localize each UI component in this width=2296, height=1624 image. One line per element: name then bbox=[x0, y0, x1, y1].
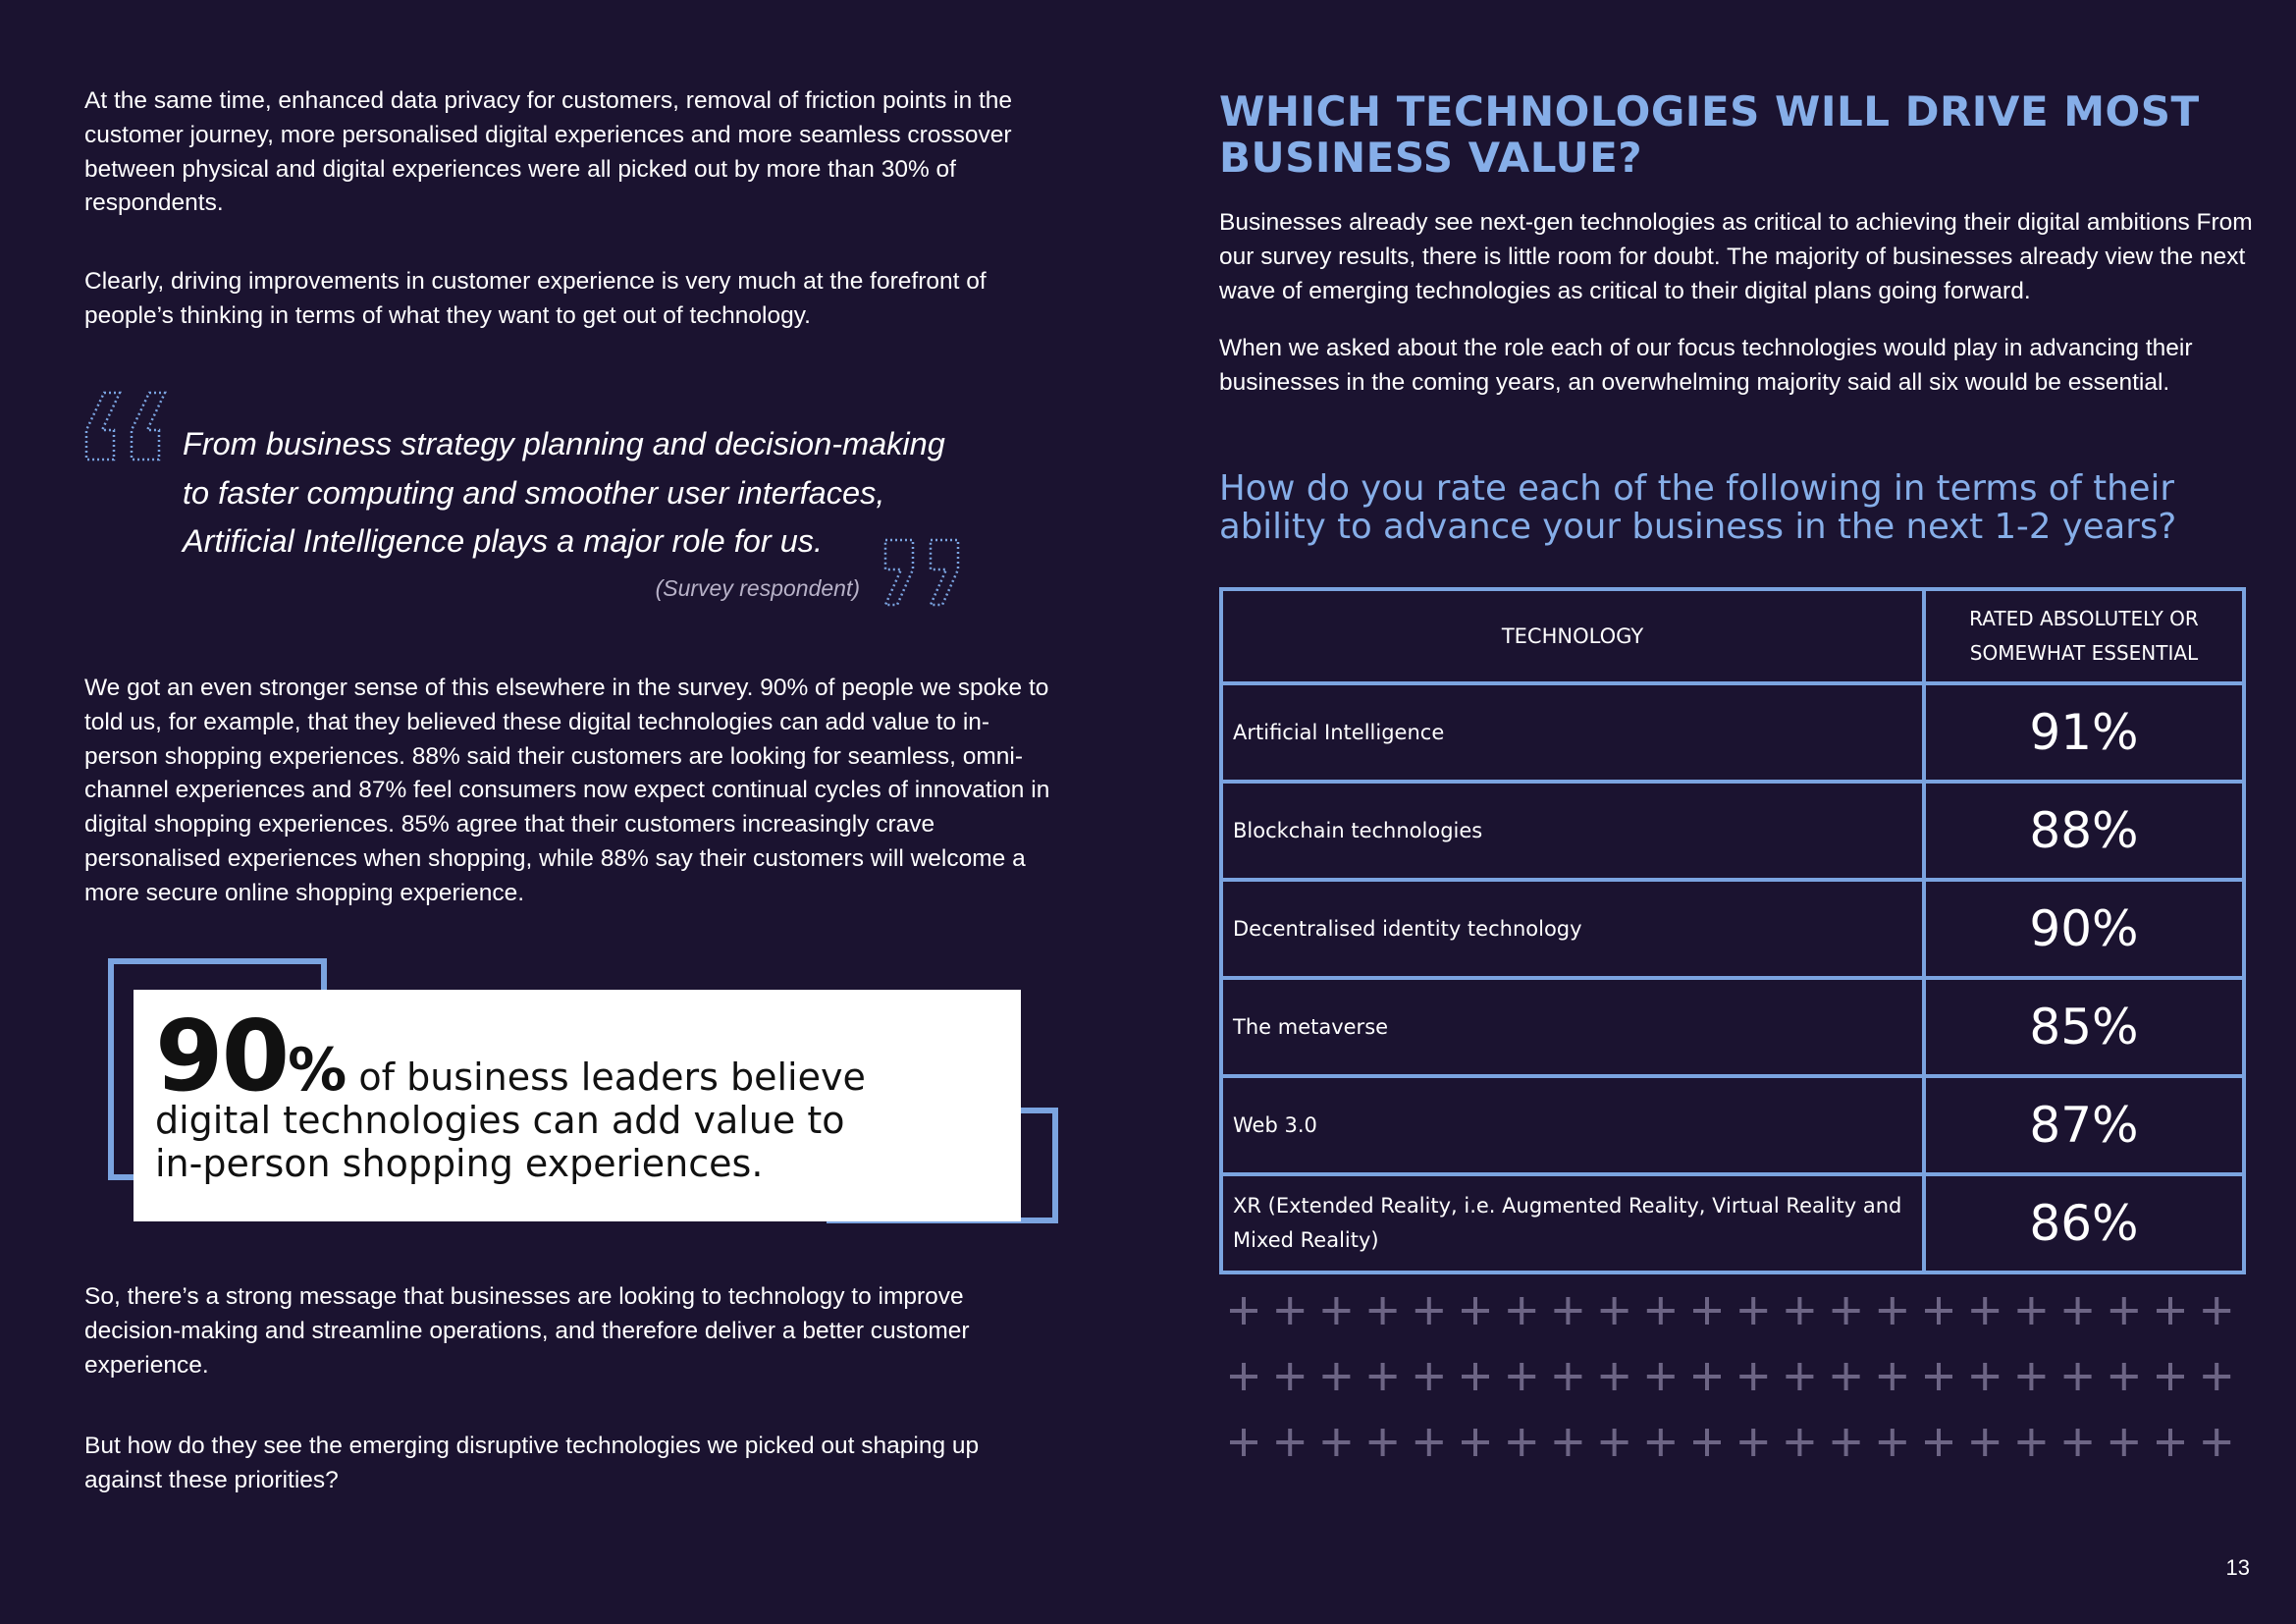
plus-icon bbox=[1601, 1429, 1629, 1456]
plus-icon bbox=[2110, 1363, 2138, 1390]
plus-icon bbox=[1462, 1429, 1489, 1456]
plus-icon bbox=[1647, 1363, 1675, 1390]
table-row bbox=[1223, 976, 2242, 1074]
technology-name: Blockchain technologies bbox=[1223, 784, 1926, 878]
technology-name: Web 3.0 bbox=[1223, 1078, 1926, 1172]
left-paragraph-2: Clearly, driving improvements in customer experience is very much at the forefront of people’s thinking in terms of what they want to get out of technology. bbox=[84, 268, 987, 329]
left-paragraph-1: At the same time, enhanced data privacy for customers, removal of friction points in the customer journey, more personalised digital experiences and more seamless crossover between physical and digital experiences were all picked out by more than 30% of respondents. bbox=[84, 87, 1013, 217]
table-header-row bbox=[1223, 591, 2242, 681]
plus-icon bbox=[1647, 1297, 1675, 1325]
plus-icon bbox=[1276, 1429, 1304, 1456]
right-paragraph-1: Businesses already see next-gen technologies as critical to achieving their digital ambitions From our survey results, there is little room for doubt. The majority of businesses already view the next wave of emerging technologies as critical to their digital plans going forward. bbox=[1219, 209, 2253, 304]
plus-icon bbox=[1508, 1363, 1535, 1390]
plus-icon bbox=[1693, 1297, 1721, 1325]
plus-icon bbox=[1462, 1297, 1489, 1325]
plus-icon bbox=[1786, 1429, 1813, 1456]
plus-icon bbox=[2017, 1429, 2045, 1456]
left-paragraph-3: We got an even stronger sense of this elsewhere in the survey. 90% of people we spoke to told us, for example, that they believed these digital technologies can add value to in-person shopping experiences. 88% said their customers are looking for seamless, omni-channel experiences and 87% feel consumers now expect continual cycles of innovation in digital shopping experiences. 85% agree that their customers increasingly crave personalised experiences when shopping, while 88% say their customers will welcome a more secure online shopping experience. bbox=[84, 675, 1050, 906]
plus-icon bbox=[1508, 1429, 1535, 1456]
plus-icon bbox=[1276, 1363, 1304, 1390]
table-row bbox=[1223, 681, 2242, 780]
plus-icon bbox=[1322, 1363, 1350, 1390]
plus-icon bbox=[1925, 1297, 1952, 1325]
plus-icon bbox=[1833, 1297, 1860, 1325]
technology-rating: 88% bbox=[2029, 802, 2139, 859]
pull-quote bbox=[84, 391, 1027, 705]
plus-icon bbox=[2203, 1297, 2230, 1325]
plus-icon bbox=[1508, 1297, 1535, 1325]
plus-icon bbox=[1601, 1363, 1629, 1390]
plus-icon bbox=[1462, 1363, 1489, 1390]
technology-name: The metaverse bbox=[1223, 980, 1926, 1074]
plus-icon bbox=[2017, 1363, 2045, 1390]
technology-name: Decentralised identity technology bbox=[1223, 882, 1926, 976]
plus-icon bbox=[1693, 1429, 1721, 1456]
table-row bbox=[1223, 1074, 2242, 1172]
column-header-technology: TECHNOLOGY bbox=[1223, 591, 1926, 681]
stat-line-2: digital technologies can add value to bbox=[155, 1099, 845, 1142]
plus-icon bbox=[2157, 1363, 2184, 1390]
technology-name: XR (Extended Reality, i.e. Augmented Reality, Virtual Reality and Mixed Reality) bbox=[1223, 1176, 1926, 1271]
column-header-rating: RATED ABSOLUTELY OR SOMEWHAT ESSENTIAL bbox=[1969, 607, 2199, 665]
plus-icon bbox=[2110, 1297, 2138, 1325]
plus-icon bbox=[1786, 1363, 1813, 1390]
plus-icon bbox=[1647, 1429, 1675, 1456]
plus-icon bbox=[1833, 1429, 1860, 1456]
plus-icon bbox=[1415, 1297, 1443, 1325]
plus-icon bbox=[2203, 1363, 2230, 1390]
left-paragraph-5: But how do they see the emerging disruptive technologies we picked out shaping up against these priorities? bbox=[84, 1433, 980, 1493]
plus-icon bbox=[1230, 1363, 1257, 1390]
technology-rating: 87% bbox=[2029, 1097, 2139, 1154]
close-quote-icon bbox=[883, 538, 966, 607]
quote-text: From business strategy planning and decision-making to faster computing and smoother user interfaces, Artificial Intelligence plays a major role for us. bbox=[183, 426, 945, 559]
plus-icon bbox=[1369, 1363, 1397, 1390]
plus-icon bbox=[2157, 1429, 2184, 1456]
plus-icon bbox=[1833, 1363, 1860, 1390]
plus-icon bbox=[1879, 1429, 1906, 1456]
plus-icon bbox=[1925, 1363, 1952, 1390]
plus-icon bbox=[1415, 1429, 1443, 1456]
plus-icon bbox=[1739, 1429, 1767, 1456]
plus-icon bbox=[1971, 1429, 1999, 1456]
table-row bbox=[1223, 878, 2242, 976]
plus-icon bbox=[1786, 1297, 1813, 1325]
technology-rating: 86% bbox=[2029, 1195, 2139, 1252]
plus-icon bbox=[2157, 1297, 2184, 1325]
plus-icon bbox=[2110, 1429, 2138, 1456]
plus-icon bbox=[1739, 1297, 1767, 1325]
stat-number: 90 bbox=[155, 999, 289, 1113]
plus-icon bbox=[1415, 1363, 1443, 1390]
plus-icon bbox=[1739, 1363, 1767, 1390]
table-row bbox=[1223, 1172, 2242, 1271]
plus-icon bbox=[1601, 1297, 1629, 1325]
plus-icon bbox=[1554, 1297, 1581, 1325]
technology-table bbox=[1219, 587, 2246, 1274]
plus-icon bbox=[2064, 1363, 2092, 1390]
plus-icon bbox=[1230, 1297, 1257, 1325]
plus-icon bbox=[2064, 1429, 2092, 1456]
right-paragraph-2: When we asked about the role each of our focus technologies would play in advancing their businesses in the coming years, an overwhelming majority said all six would be essential. bbox=[1219, 335, 2193, 396]
plus-icon bbox=[1369, 1297, 1397, 1325]
open-quote-icon bbox=[84, 391, 168, 461]
plus-icon bbox=[2064, 1297, 2092, 1325]
plus-icon bbox=[1230, 1429, 1257, 1456]
survey-question: How do you rate each of the following in terms of their ability to advance your business in the next 1-2 years? bbox=[1219, 468, 2177, 547]
stat-card bbox=[133, 990, 1021, 1221]
plus-icon bbox=[1322, 1429, 1350, 1456]
plus-icon bbox=[1276, 1297, 1304, 1325]
plus-icon bbox=[1554, 1363, 1581, 1390]
stat-percent: % bbox=[288, 1036, 347, 1105]
plus-icon bbox=[1879, 1363, 1906, 1390]
stat-callout bbox=[108, 958, 1050, 1253]
stat-line-1: of business leaders believe bbox=[347, 1056, 866, 1099]
stat-line-3: in-person shopping experiences. bbox=[155, 1142, 764, 1185]
plus-icon bbox=[1693, 1363, 1721, 1390]
technology-rating: 85% bbox=[2029, 999, 2139, 1056]
plus-pattern bbox=[1219, 1296, 2260, 1473]
technology-rating: 91% bbox=[2029, 704, 2139, 761]
technology-rating: 90% bbox=[2029, 900, 2139, 957]
quote-attribution: (Survey respondent) bbox=[655, 575, 860, 601]
plus-icon bbox=[1322, 1297, 1350, 1325]
plus-icon bbox=[1925, 1429, 1952, 1456]
plus-icon bbox=[2017, 1297, 2045, 1325]
left-paragraph-4: So, there’s a strong message that businesses are looking to technology to improve decision-making and streamline operations, and therefore deliver a better customer experience. bbox=[84, 1283, 970, 1379]
technology-name: Artificial Intelligence bbox=[1223, 685, 1926, 780]
plus-icon bbox=[2203, 1429, 2230, 1456]
table-row bbox=[1223, 780, 2242, 878]
section-heading: WHICH TECHNOLOGIES WILL DRIVE MOST BUSINESS VALUE? bbox=[1219, 87, 2200, 182]
plus-icon bbox=[1554, 1429, 1581, 1456]
plus-icon bbox=[1369, 1429, 1397, 1456]
plus-icon bbox=[1971, 1297, 1999, 1325]
page-number: 13 bbox=[2225, 1555, 2250, 1580]
plus-icon bbox=[1971, 1363, 1999, 1390]
plus-icon bbox=[1879, 1297, 1906, 1325]
